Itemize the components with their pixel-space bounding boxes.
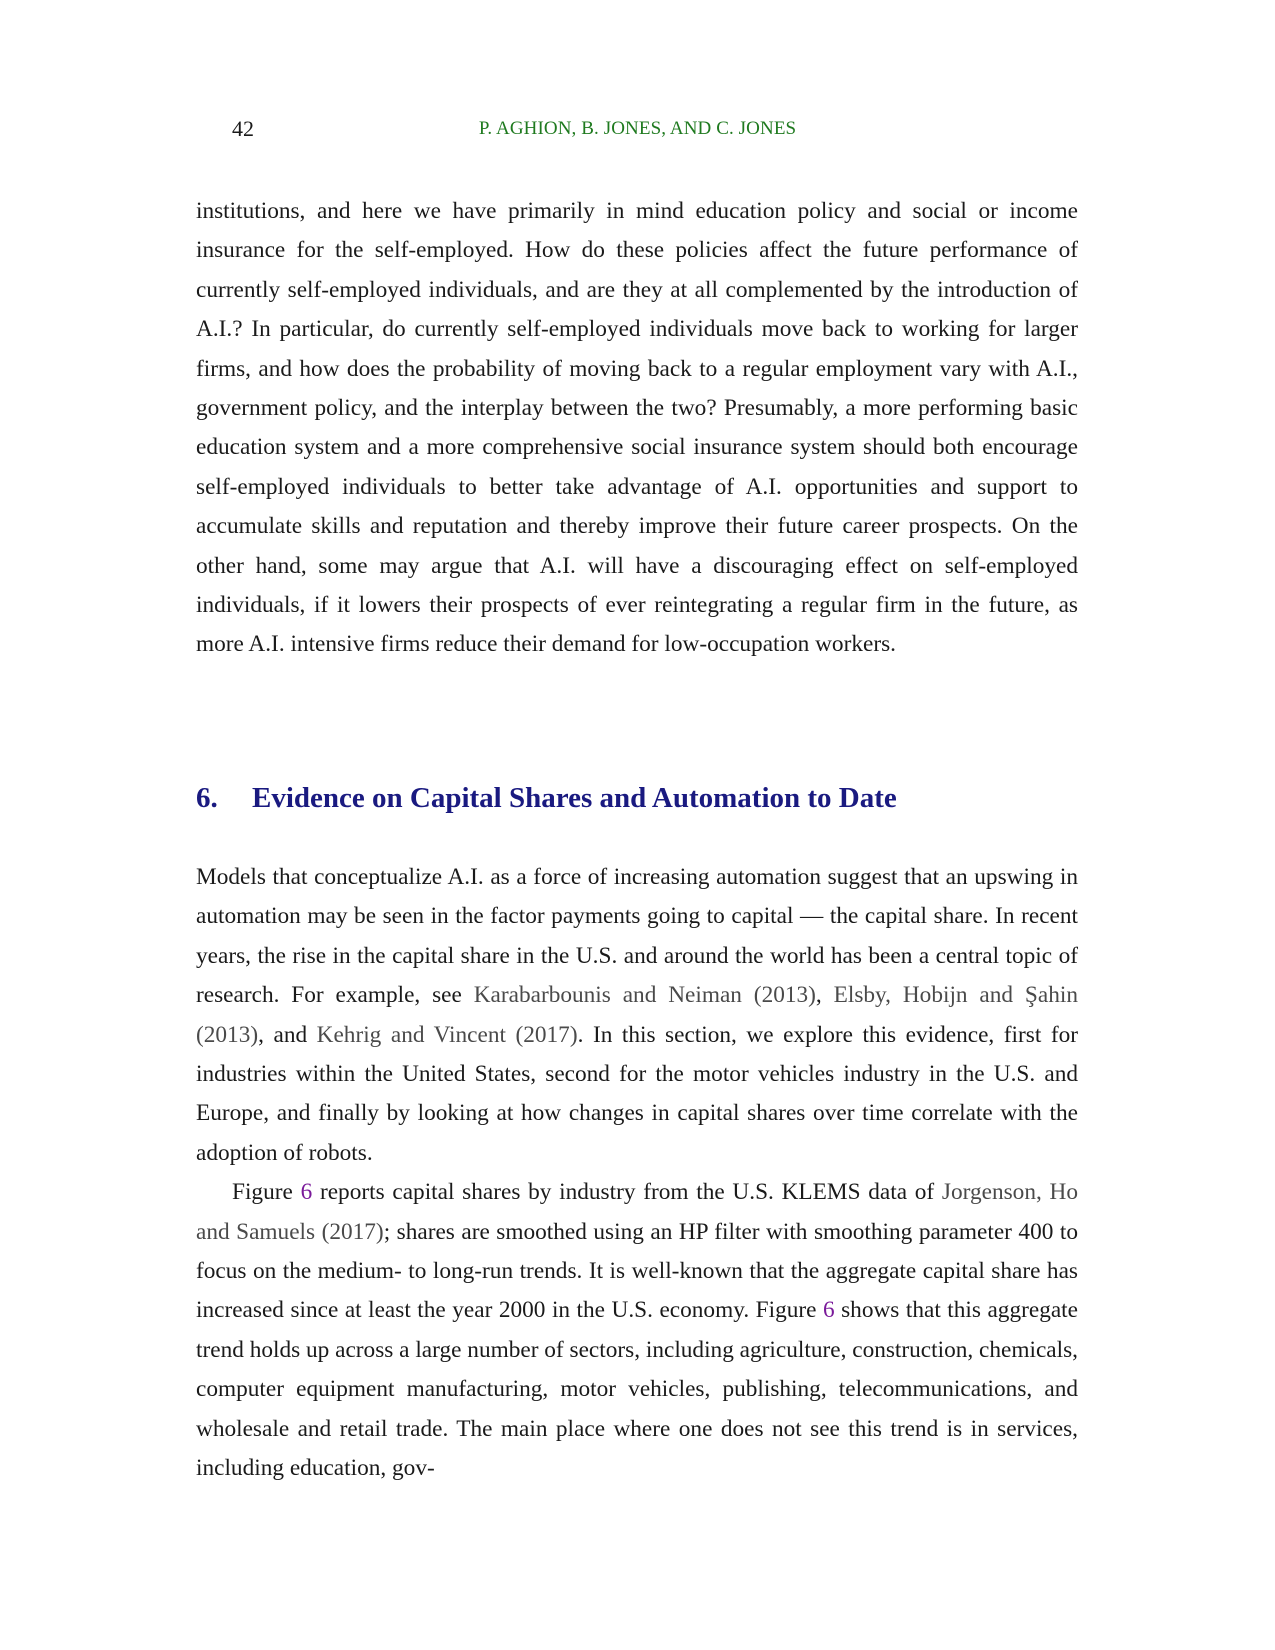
figure-ref-link[interactable]: 6 [300,1179,313,1206]
paragraph-text: , and [258,1021,317,1048]
paragraph-capital-share [196,858,1078,1173]
citation-link-karabarbounis[interactable]: Karabarbounis and Neiman (2013) [473,982,816,1009]
body-text-section [196,858,1078,1489]
section-heading [196,782,1096,815]
body-text-top [196,192,1078,665]
paragraph-text: Models that conceptualize A.I. as a force of increasing automation suggest that an upswing in automation may be seen in the factor payments going to capital — the capital share. In recent years, the rise in the capital share in the U.S. and around the world has been a central topic of research. For example, see [196,864,1078,1009]
paragraph-continued: institutions, and here we have primarily in mind education policy and social or income insurance for the self-employed. How do these policies affect the future performance of currently self-employed individuals, and are they at all complemented by the introduction of A.I.? In particular, do currently self-employed individuals move back to working for larger firms, and how does the probability of moving back to a regular employment vary with A.I., government policy, and the interplay between the two? Presumably, a more performing basic education system and a more comprehensive social insurance system should both encourage self-employed individuals to better take advantage of A.I. opportunities and support to accumulate skills and reputation and thereby improve their future career prospects. On the other hand, some may argue that A.I. will have a discouraging effect on self-employed individuals, if it lowers their prospects of ever reintegrating a regular firm in the future, as more A.I. intensive firms reduce their demand for low-occupation workers. [196,198,1078,658]
citation-link-kehrig[interactable]: Kehrig and Vincent (2017) [316,1021,578,1048]
running-header [0,116,1275,146]
citation-link-jorgenson[interactable]: Jorgenson, Ho and Samuels (2017) [196,1179,1078,1245]
paragraph-text: . In this section, we explore this evidence, first for industries within the United States, second for the motor vehicles industry in the U.S. and Europe, and finally by looking at how changes in capital shares over time correlate with the adoption of robots. [196,1021,1078,1166]
page-number: 42 [232,116,254,141]
paragraph-text: , [815,982,834,1009]
running-title: P. AGHION, B. JONES, AND C. JONES [478,118,797,139]
section-title: Evidence on Capital Shares and Automation to Date [252,782,897,814]
citation-link-elsby[interactable]: Elsby, Hobijn and Şahin (2013) [196,982,1078,1048]
section-number: 6. [196,782,218,814]
paragraph-text: reports capital shares by industry from the U.S. KLEMS data of [312,1179,942,1206]
paragraph-figure-6 [196,1173,1078,1488]
figure-ref-link[interactable]: 6 [822,1297,835,1324]
paragraph-text: shows that this aggregate trend holds up across a large number of sectors, including agriculture, construction, chemicals, computer equipment manufacturing, motor vehicles, publishing, telecommunications, and wholesale and retail trade. The main place where one does not see this trend is in services, including education, gov- [196,1297,1079,1482]
paragraph-text: ; shares are smoothed using an HP filter with smoothing parameter 400 to focus on the medium- to long-run trends. It is well-known that the aggregate capital share has increased since at least the year 2000 in the U.S. economy. Figure [196,1218,1078,1324]
paragraph-text: Figure [232,1179,301,1206]
